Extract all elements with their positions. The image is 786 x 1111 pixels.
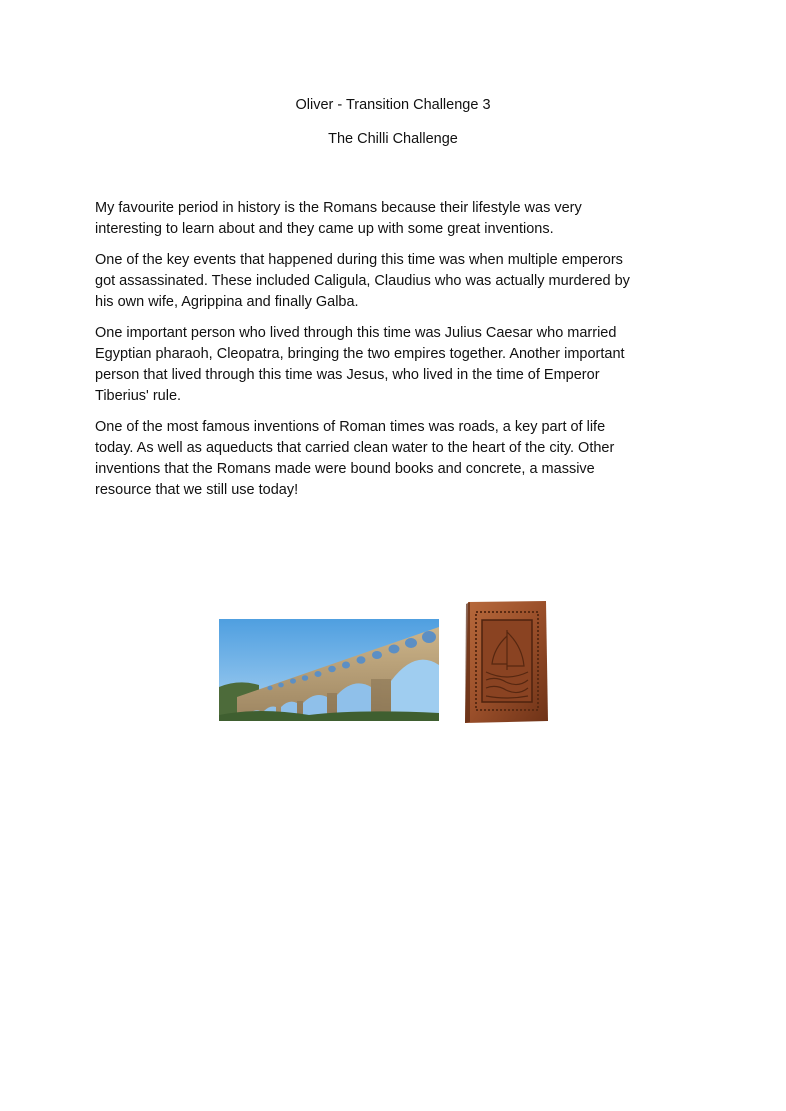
aqueduct-photo <box>219 619 439 721</box>
paragraph-favourite-period: My favourite period in history is the Romans because their lifestyle was very interesting to learn about and they came up with some great inventions. <box>95 200 582 237</box>
paragraph-inventions: One of the most famous inventions of Roman times was roads, a key part of life today. As well as aqueducts that carried clean water to the heart of the city. Other inventions that the Romans made were bound books and concrete, a massive resource that we still use today! <box>95 419 615 498</box>
leather-book-photo <box>462 600 550 724</box>
document-body <box>95 198 695 511</box>
document-subtitle: The Chilli Challenge <box>328 131 458 147</box>
paragraph-important-people: One important person who lived through this time was Julius Caesar who married Egyptian pharaoh, Cleopatra, bringing the two empires together. Another important person that lived through this time was Jesus, who lived in the time of Emperor Tiberius' rule. <box>95 325 625 404</box>
document-title: Oliver - Transition Challenge 3 <box>295 97 491 113</box>
paragraph-key-events: One of the key events that happened during this time was when multiple emperors got assassinated. These included Caligula, Claudius who was actually murdered by his own wife, Agrippina and finally Galba. <box>95 252 630 310</box>
